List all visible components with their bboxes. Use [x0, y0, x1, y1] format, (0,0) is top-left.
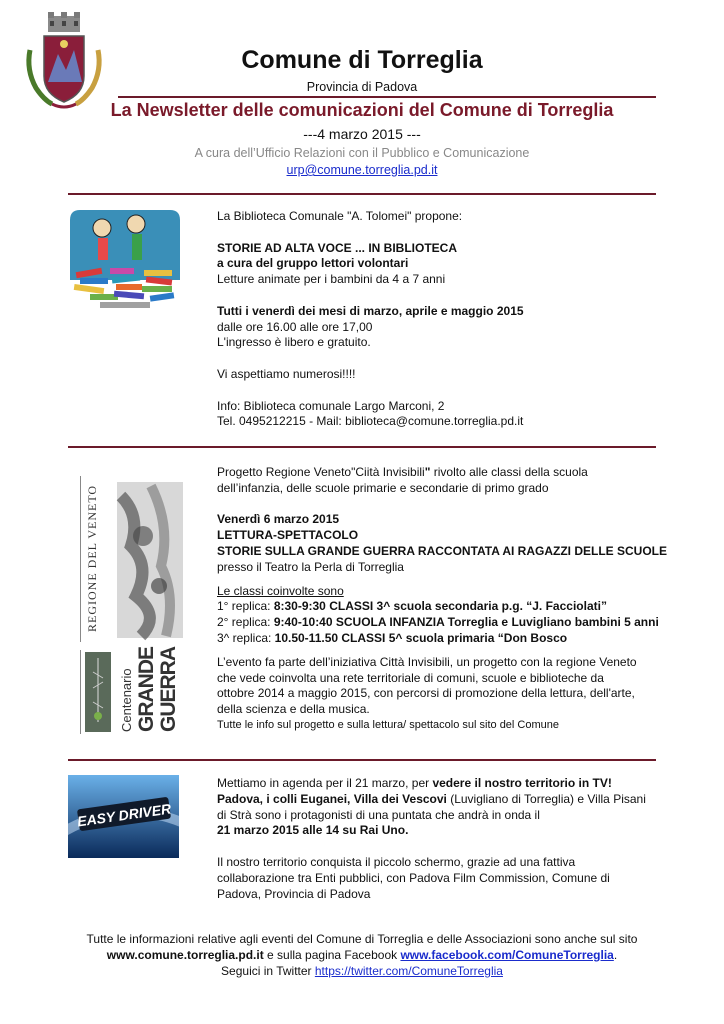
footer-line-3: Seguici in Twitter https://twitter.com/ComuneTorreglia [221, 964, 503, 978]
project-note: Tutte le info sul progetto e sulla lettura/ spettacolo sul sito del Comune [217, 718, 560, 731]
tv-line-1: Mettiamo in agenda per il 21 marzo, per vedere il nostro territorio in TV! [217, 776, 612, 790]
citta-invisibili-section [217, 465, 677, 734]
twitter-link[interactable]: https://twitter.com/ComuneTorreglia [314, 964, 503, 978]
email-link-text[interactable]: urp@comune.torreglia.pd.it [286, 163, 438, 177]
section-divider-3 [68, 759, 656, 761]
replica-1: 1° replica: 8:30-9:30 CLASSI 3^ scuola secondaria p.g. “J. Facciolati” [217, 599, 607, 614]
tv-desc-1: Il nostro territorio conquista il piccolo schermo, grazie ad una fattiva [217, 854, 576, 869]
regione-veneto-logo [80, 476, 183, 642]
library-info: Info: Biblioteca comunale Largo Marconi, 2 [217, 398, 445, 413]
show-type: LETTURA-SPETTACOLO [217, 528, 359, 543]
newsletter-title: La Newsletter delle comunicazioni del Comune di Torreglia [110, 100, 614, 120]
footer-line-1: Tutte le informazioni relative agli eventi del Comune di Torreglia e delle Associazioni sono anche sul sito [86, 932, 638, 946]
show-date: Venerdì 6 marzo 2015 [217, 512, 340, 527]
province-label: Provincia di Padova [306, 80, 418, 94]
tv-line-3: di Strà sono i protagonisti di una puntata che andrà in onda il [217, 807, 540, 822]
footer-line-2: www.comune.torreglia.pd.it e sulla pagina Facebook www.facebook.com/ComuneTorreglia. [106, 948, 618, 962]
library-contact: Tel. 0495212215 - Mail: biblioteca@comune.torreglia.pd.it [217, 414, 524, 429]
project-desc-2: che vede coinvolta una rete territoriale di comuni, scuole e biblioteche da [217, 670, 604, 685]
show-venue: presso il Teatro la Perla di Torreglia [217, 559, 404, 574]
tv-desc-2: collaborazione tra Enti pubblici, con Padova Film Commission, Comune di [217, 870, 610, 885]
event-invite: Vi aspettiamo numerosi!!!! [217, 366, 356, 381]
section-divider-2 [68, 446, 656, 448]
event-title: STORIE AD ALTA VOCE ... IN BIBLIOTECA [217, 240, 458, 255]
regione-veneto-label: REGIONE DEL VENETO [85, 484, 99, 632]
centenario-label: Centenario [119, 668, 134, 732]
tv-desc-3: Padova, Provincia di Padova [217, 886, 371, 901]
contact-email-link[interactable] [0, 163, 724, 177]
event-hours: dalle ore 16.00 alle ore 17,00 [217, 319, 373, 334]
library-intro: La Biblioteca Comunale "A. Tolomei" propone: [217, 209, 463, 223]
newsletter-date: ---4 marzo 2015 --- [303, 126, 421, 142]
event-organizer: a cura del gruppo lettori volontari [217, 256, 409, 271]
project-intro-line2: dell’infanzia, delle scuole primarie e secondarie di primo grado [217, 480, 549, 495]
easy-driver-logo [68, 775, 179, 858]
replica-3: 3^ replica: 10.50-11.50 CLASSI 5^ scuola primaria “Don Bosco [217, 630, 568, 645]
easy-driver-label: EASY DRIVER [76, 800, 173, 830]
library-section [217, 209, 667, 430]
library-illustration [70, 210, 180, 312]
project-desc-3: ottobre 2014 a maggio 2015, con percorsi di promozione della lettura, dell'arte, [217, 686, 635, 701]
facebook-link[interactable]: www.facebook.com/ComuneTorreglia [400, 948, 614, 962]
footer [0, 931, 724, 979]
grande-label: GRANDE [135, 646, 158, 732]
curated-by: A cura dell’Ufficio Relazioni con il Pubblico e Comunicazione [194, 146, 530, 160]
show-title: STORIE SULLA GRANDE GUERRA RACCONTATA AI RAGAZZI DELLE SCUOLE [217, 543, 667, 558]
header-divider-top [118, 96, 656, 98]
project-intro: Progetto Regione Veneto"Ciità Invisibili" rivolto alle classi della scuola [217, 465, 588, 479]
tv-line-2: Padova, i colli Euganei, Villa dei Vescovi (Luvigliano di Torreglia) e Villa Pisani [217, 791, 646, 806]
tv-air-date: 21 marzo 2015 alle 14 su Rai Uno. [217, 823, 409, 838]
event-schedule: Tutti i venerdì dei mesi di marzo, aprile e maggio 2015 [217, 303, 524, 318]
page-title: Comune di Torreglia [241, 46, 483, 74]
centenario-grande-guerra-logo [80, 646, 183, 734]
event-entry: L'ingresso è libero e gratuito. [217, 335, 371, 350]
project-desc-4: della scienza e della musica. [217, 702, 370, 717]
site-link[interactable]: www.comune.torreglia.pd.it [106, 948, 264, 962]
event-description: Letture animate per i bambini da 4 a 7 anni [217, 272, 446, 287]
classes-label: Le classi coinvolte sono [217, 583, 344, 598]
replica-2: 2° replica: 9:40-10:40 SCUOLA INFANZIA Torreglia e Luvigliano bambini 5 anni [217, 615, 659, 630]
project-desc-1: L’evento fa parte dell’iniziativa Città Invisibili, un progetto con la regione Veneto [217, 654, 637, 669]
guerra-label: GUERRA [157, 646, 180, 732]
section-divider-1 [68, 193, 656, 195]
tv-section [217, 776, 667, 902]
